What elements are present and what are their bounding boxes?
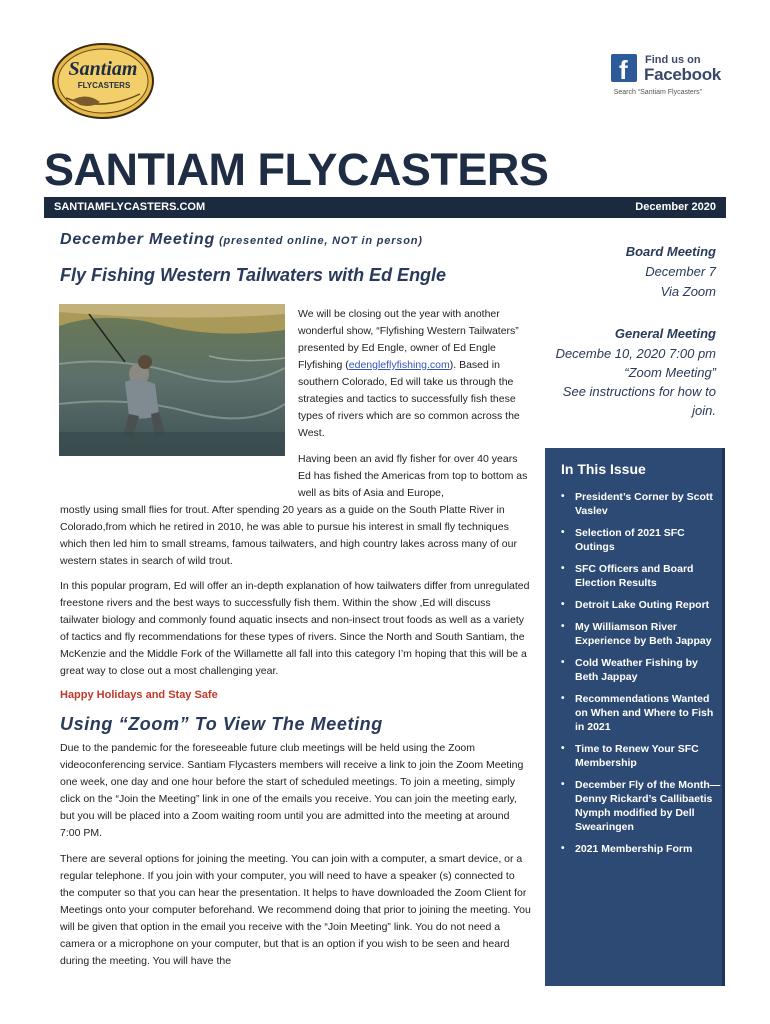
issue-item[interactable]: • Recommendations Wanted on When and Where to Fish in 2021 xyxy=(561,692,721,734)
general-meeting-date: Decembe 10, 2020 7:00 pm xyxy=(555,346,716,361)
issue-date: December 2020 xyxy=(635,201,716,213)
in-this-issue-title: In This Issue xyxy=(561,461,646,477)
facebook-icon: f xyxy=(611,54,637,82)
issue-item[interactable]: • Detroit Lake Outing Report xyxy=(561,598,721,612)
board-meeting-heading: Board Meeting xyxy=(625,244,716,259)
santiam-flycasters-logo xyxy=(52,42,154,120)
meeting-subheading: (presented online, NOT in person) xyxy=(219,235,423,247)
logo-text-santiam: Santiam xyxy=(68,58,138,80)
issue-item[interactable]: • Time to Renew Your SFC Membership xyxy=(561,742,721,770)
holiday-greeting: Happy Holidays and Stay Safe xyxy=(60,689,218,701)
bio-paragraph-rest: mostly using small flies for trout. After spending 20 years as a guide on the South Platte River in Colorado,from which he retired in 2010, he was able to pursue his interest in small fly techniques which then led him to small streams, famous tailwaters, and high country lakes across many of our western states in search of wild trout. xyxy=(60,504,517,567)
title-banner xyxy=(44,197,726,218)
general-meeting-heading: General Meeting xyxy=(614,326,716,341)
general-meeting-note: See instructions for how to join. xyxy=(562,384,716,418)
in-this-issue-box xyxy=(545,448,725,986)
general-meeting-location: “Zoom Meeting” xyxy=(624,365,716,380)
newsletter-title: SANTIAM FLYCASTERS xyxy=(44,144,549,195)
facebook-find-text: Find us on xyxy=(645,54,701,66)
board-meeting-date: December 7 xyxy=(645,264,716,279)
issue-item[interactable]: • SFC Officers and Board Election Results xyxy=(561,562,721,590)
intro-paragraph: We will be closing out the year with another wonderful show, “Flyfishing Western Tailwaters” presented by Ed Engle, owner of Ed Engle Flyfishing (edengleflyfishing.com). Based in southern Colorado, Ed will take us through the strategies and tactics to successfully fish these types of rivers which are so common across the West. xyxy=(298,308,520,439)
article-title: Fly Fishing Western Tailwaters with Ed Engle xyxy=(60,265,447,285)
edengle-website-link[interactable]: edengleflyfishing.com xyxy=(348,359,450,371)
program-paragraph: In this popular program, Ed will offer an in-depth explanation of how tailwaters differ from unregulated freestone rivers and the best ways to successfully fish them. Within the show ,Ed will discuss tailwater biology and commonly found aquatic insects and non-insect trout foods as well as a variety of tactics and fly recommendations for these types of rivers. Since the North and South Santiam, the McKenzie and the Middle Fork of the Willamette all fall into this category I’m hoping that this will be a great way to close out a most challenging year. xyxy=(60,580,530,677)
facebook-search-hint: Search “Santiam Flycasters” xyxy=(613,89,702,96)
general-meeting-info xyxy=(548,324,716,420)
board-meeting-location: Via Zoom xyxy=(660,284,716,299)
website-text: SANTIAMFLYCASTERS.COM xyxy=(54,201,206,213)
issue-item[interactable]: • My Williamson River Experience by Beth Jappay xyxy=(561,620,721,648)
issue-item[interactable]: • Selection of 2021 SFC Outings xyxy=(561,526,721,554)
issue-item[interactable]: • 2021 Membership Form xyxy=(561,842,721,856)
logo-text-flycasters: FLYCASTERS xyxy=(77,81,131,90)
zoom-paragraph-2: There are several options for joining the meeting. You can join with a computer, a smart device, or a regular telephone. If you join with your computer, you will need to have a speaker (s) connected to the computer so that you can hear the presentation. It helps to have downloaded the Zoom Client for Meetings onto your computer beforehand. We recommend doing that prior to joining the meeting. You will be given that option in the email you receive with the “Join Meeting” link. You do not need a camera or a microphone on your computer, but that is an option if you wish to be seen and heard during the meeting. You will have the xyxy=(60,853,531,967)
board-meeting-info xyxy=(548,242,716,302)
zoom-heading: Using “Zoom” To View The Meeting xyxy=(60,714,383,734)
facebook-link[interactable] xyxy=(611,54,721,86)
issue-item[interactable]: • Cold Weather Fishing by Beth Jappay xyxy=(561,656,721,684)
facebook-brand-text: Facebook xyxy=(644,65,721,84)
zoom-paragraph-1: Due to the pandemic for the foreseeable future club meetings will be held using the Zoom videoconferencing service. Santiam Flycasters members will receive a link to join the Zoom Meeting one week, one day and one hour before the start of scheduled meetings. To join a meeting, simply click on the “Join the Meeting” link in one of the emails you receive. You can join the meeting early, but you will be placed into a Zoom waiting room until you are admitted into the meeting at around 7:00 PM. xyxy=(60,742,524,839)
fly-fisher-photo xyxy=(59,304,285,456)
december-meeting-heading: December Meeting (presented online, NOT in person) xyxy=(60,231,423,248)
issue-item[interactable]: • December Fly of the Month—Denny Rickard’s Callibaetis Nymph modified by Dell Swearingen xyxy=(561,778,721,834)
in-this-issue-list xyxy=(561,490,721,856)
issue-item[interactable]: • President’s Corner by Scott Vaslev xyxy=(561,490,721,518)
bio-paragraph-top: Having been an avid fly fisher for over 40 years Ed has fished the Americas from top to bottom as well as bits of Asia and Europe, xyxy=(298,453,528,499)
